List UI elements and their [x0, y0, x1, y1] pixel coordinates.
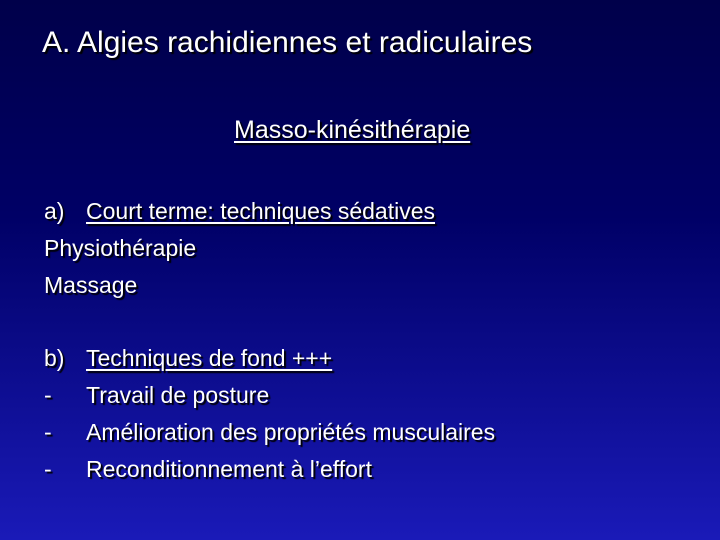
bullet-dash: - — [44, 456, 52, 482]
section-b-item: Reconditionnement à l’effort — [86, 456, 372, 482]
section-b-marker: b) — [44, 345, 65, 371]
bullet-dash: - — [44, 382, 52, 408]
section-a-item: Massage — [44, 272, 138, 298]
section-b-item: Travail de posture — [86, 382, 270, 408]
section-a-marker: a) — [44, 198, 65, 224]
slide-title: A. Algies rachidiennes et radiculaires — [42, 26, 533, 59]
slide-subtitle: Masso-kinésithérapie — [234, 116, 471, 144]
section-b-item: Amélioration des propriétés musculaires — [86, 419, 496, 445]
section-a-item: Physiothérapie — [44, 235, 197, 261]
section-a-heading: Court terme: techniques sédatives — [86, 198, 436, 224]
bullet-dash: - — [44, 419, 52, 445]
section-b-heading: Techniques de fond +++ — [86, 345, 333, 371]
